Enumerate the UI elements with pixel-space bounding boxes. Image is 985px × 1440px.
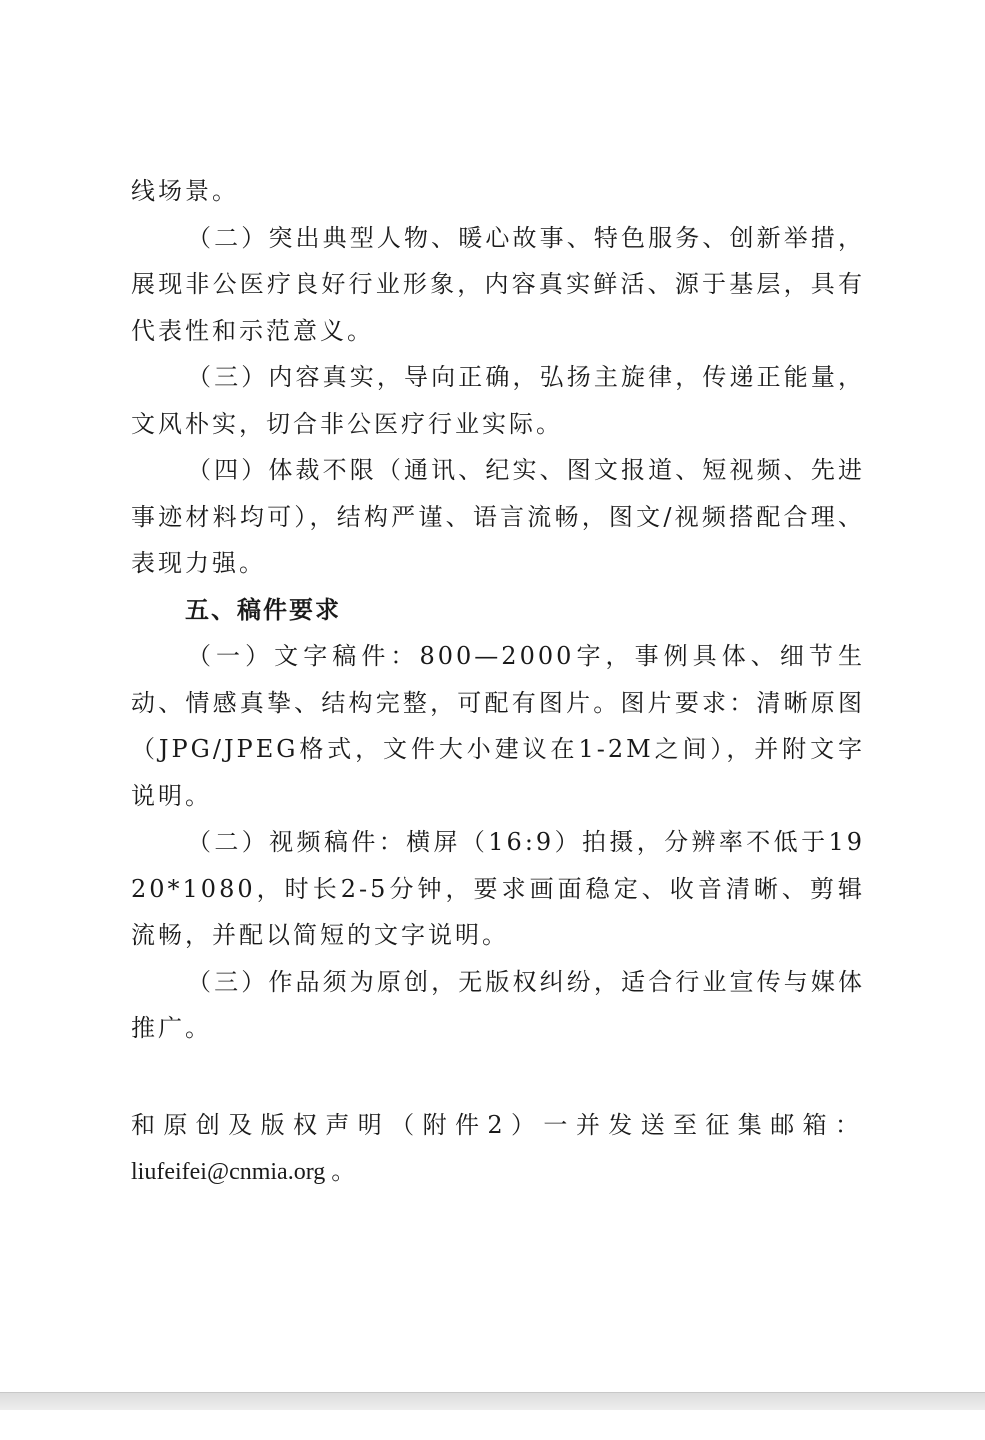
section-heading: 五、稿件要求 <box>185 595 341 624</box>
closing-instruction: 和原创及版权声明（附件2）一并发送至征集邮箱： <box>131 1111 865 1139</box>
paragraph-continuation: 线场景。 <box>131 177 239 205</box>
closing-email-line <box>131 1149 865 1196</box>
paragraph-item-3: （三）内容真实，导向正确，弘扬主旋律，传递正能量，文风朴实，切合非公医疗行业实际。 <box>131 363 865 438</box>
horizontal-scrollbar[interactable] <box>0 1392 985 1411</box>
paragraph-item-4: （四）体裁不限（通讯、纪实、图文报道、短视频、先进事迹材料均可），结构严谨、语言流畅，图文/视频搭配合理、表现力强。 <box>131 456 865 577</box>
document-body <box>131 168 865 1052</box>
page-footer-space <box>0 1410 985 1440</box>
requirement-original: （三）作品须为原创，无版权纠纷，适合行业宣传与媒体推广。 <box>131 967 865 1042</box>
requirement-text: （一）文字稿件：800—2000字，事例具体、细节生动、情感真挚、结构完整，可配有图片。图片要求：清晰原图（JPG/JPEG格式，文件大小建议在1-2M之间），并附文字说明。 <box>131 642 865 810</box>
closing-period: 。 <box>325 1158 356 1185</box>
closing-block <box>131 1102 865 1195</box>
paragraph-item-2: （二）突出典型人物、暖心故事、特色服务、创新举措，展现非公医疗良好行业形象，内容真实鲜活、源于基层，具有代表性和示范意义。 <box>131 223 865 345</box>
requirement-video: （二）视频稿件：横屏（16:9）拍摄，分辨率不低于1920*1080，时长2-5分钟，要求画面稳定、收音清晰、剪辑流畅，并配以简短的文字说明。 <box>131 828 865 949</box>
email-address[interactable]: liufeifei@cnmia.org <box>131 1158 326 1185</box>
